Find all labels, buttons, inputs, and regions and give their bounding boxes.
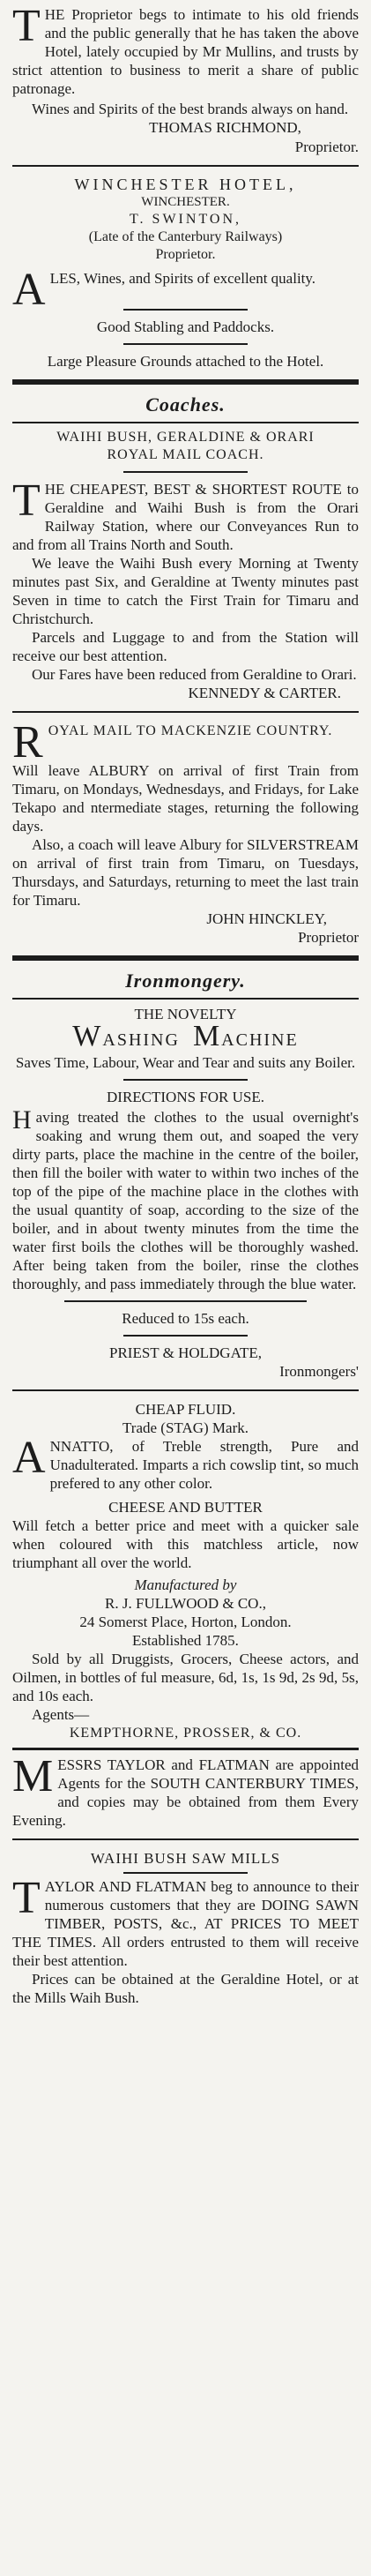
cheese-body: Will fetch a better price and meet with a quicker sale when coloured with this matchless article, now triumphant all over the world. <box>12 1517 359 1571</box>
machine-title <box>12 1020 359 1053</box>
drop-cap: T <box>12 1 41 51</box>
section-rule <box>12 379 359 385</box>
machine-letter: W <box>72 1020 103 1052</box>
hotel-owner: T. SWINTON, <box>129 212 242 227</box>
directions-heading: DIRECTIONS FOR USE. <box>107 1089 264 1105</box>
established-line: Established 1785. <box>132 1632 239 1649</box>
divider <box>12 998 359 1000</box>
taylor-agents-ad <box>0 1751 371 1830</box>
signer-name: JOHN HINCKLEY, <box>206 910 327 927</box>
divider <box>12 711 359 713</box>
hotel-place: WINCHESTER. <box>141 195 230 209</box>
coach-subtitle: ROYAL MAIL COACH. <box>107 447 264 462</box>
divider <box>123 1079 248 1081</box>
signer-name: THOMAS RICHMOND, <box>149 119 301 136</box>
drop-cap: T <box>12 476 41 526</box>
section-rule <box>12 955 359 961</box>
signer-title: Ironmongers' <box>279 1363 359 1380</box>
divider <box>12 1838 359 1840</box>
price-line: Reduced to 15s each. <box>122 1310 249 1327</box>
divider <box>12 422 359 423</box>
mail-para: Also, a coach will leave Albury for SILVERSTREAM on arrival of first train from Timaru, on Tuesdays, Thursdays, and Saturdays, returning to meet the last train for Timaru. <box>12 836 359 909</box>
divider <box>123 1872 248 1874</box>
divider <box>123 1335 248 1337</box>
divider <box>64 1300 307 1302</box>
divider <box>123 309 248 311</box>
section-heading: Coaches. <box>145 393 226 416</box>
signer-name: PRIEST & HOLDGATE, <box>109 1344 262 1361</box>
coach-para: We leave the Waihi Bush every Morning at Twenty minutes past Six, and Geraldine at Twenty minutes past Seven in time to catch the First Train for Timaru and Christchurch. <box>12 555 359 627</box>
coaches-section <box>0 390 371 702</box>
drop-cap: T <box>12 1873 41 1923</box>
fluid-title: CHEAP FLUID. <box>135 1401 236 1418</box>
hotel-notice-ad <box>0 0 371 156</box>
coach-para: HE CHEAPEST, BEST & SHORTEST ROUTE to Geraldine and Waihi Bush is from the Orari Railway Station, where our Conveyances Run to and from all Trains North and South. <box>12 481 359 553</box>
drop-cap: R <box>12 717 44 768</box>
coach-para: Our Fares have been reduced from Geraldine to Orari. <box>32 666 357 683</box>
maker-address: 24 Somerst Place, Horton, London. <box>79 1614 292 1630</box>
section-heading: Ironmongery. <box>125 970 246 992</box>
hotel-name: WINCHESTER HOTEL, <box>74 176 297 193</box>
directions-body: aving treated the clothes to the usual overnight's soaking and wrung them out, and soaped the very dirty parts, place the machine in the centre of the boiler, then fill the boiler with water to within two inches of the top of the pipe of the machine place in the clothes with the usual quantity of soap, according to the size of the boiler, and in about twenty minutes from the time the water first boils the clothes will be thoroughly washed. After being taken from the boiler, rinse the clothes thoroughly, and pass immediately through the blue water. <box>12 1109 359 1292</box>
prices-line: Prices can be obtained at the Geraldine Hotel, or at the Mills Waih Bush. <box>12 1971 359 2006</box>
coach-para: Parcels and Luggage to and from the Station will receive our best attention. <box>12 629 359 664</box>
sawmills-title: WAIHI BUSH SAW MILLS <box>90 1850 281 1867</box>
signer-title: Proprietor. <box>294 139 359 155</box>
fluid-body: NNATTO, of Treble strength, Pure and Unadulterated. Imparts a rich cowslip tint, so much prefered to any other color. <box>49 1438 359 1492</box>
machine-word: ACHINE <box>221 1030 299 1050</box>
royal-mail-ad <box>0 717 371 947</box>
owner-previous: (Late of the Canterbury Railways) <box>88 229 283 244</box>
notice-body: HE Proprietor begs to intimate to his old friends and the public generally that he has taken the above Hotel, lately occupied by Mr Mullins, and trusts by strict attention to business to merit a share of public patronage. <box>12 6 359 97</box>
divider <box>12 1389 359 1391</box>
owner-title: Proprietor. <box>155 247 216 262</box>
maker-name: R. J. FULLWOOD & CO., <box>105 1595 266 1612</box>
drop-cap: M <box>12 1751 54 1801</box>
agents-names: KEMPTHORNE, PROSSER, & CO. <box>69 1726 302 1741</box>
cheap-fluid-ad <box>0 1400 371 1742</box>
manufactured-line: Manufactured by <box>134 1576 237 1593</box>
agents-label: Agents— <box>32 1706 90 1723</box>
novelty-line: THE NOVELTY <box>134 1006 237 1022</box>
signer-title: Proprietor <box>298 929 359 946</box>
signer-name: KENNEDY & CARTER. <box>188 685 341 701</box>
sold-line: Sold by all Druggists, Grocers, Cheese actors, and Oilmen, in bottles of ful measure, 6d, 1s, 1s 9d, 2s 9d, 5s, and 10s each. <box>12 1651 359 1704</box>
stabling-line: Good Stabling and Paddocks. <box>96 318 275 335</box>
section-rule <box>12 1748 359 1750</box>
coach-title: WAIHI BUSH, GERALDINE & ORARI <box>56 430 315 445</box>
trade-mark: Trade (STAG) Mark. <box>122 1419 249 1436</box>
divider <box>123 471 248 473</box>
cheese-heading: CHEESE AND BUTTER <box>108 1499 263 1516</box>
machine-letter: M <box>192 1020 222 1052</box>
drop-cap: A <box>12 1433 46 1483</box>
mail-title: OYAL MAIL TO MACKENZIE COUNTRY. <box>48 723 333 738</box>
ales-line: LES, Wines, and Spirits of excellent quality. <box>49 270 316 287</box>
divider <box>12 165 359 167</box>
mail-para: Will leave ALBURY on arrival of first Train from Timaru, on Mondays, Wednesdays, and Fridays, for Lake Tekapo and ntermediate stages, returning the following days. <box>12 762 359 835</box>
sawmills-body: AYLOR AND FLATMAN beg to announce to their numerous customers that they are DOING SAWN TIMBER, POSTS, &c., AT PRICES TO MEET THE TIMES. All orders entrusted to them will receive their best attention. <box>12 1878 359 1969</box>
drop-cap: A <box>12 265 46 315</box>
divider <box>123 343 248 345</box>
winchester-hotel-ad <box>0 176 371 371</box>
grounds-line: Large Pleasure Grounds attached to the Hotel. <box>47 353 324 370</box>
machine-word: ASHING <box>102 1030 180 1050</box>
wines-line: Wines and Spirits of the best brands always on hand. <box>32 101 349 117</box>
ironmongery-section <box>0 966 371 1381</box>
drop-cap: H <box>12 1105 32 1134</box>
machine-tagline: Saves Time, Labour, Wear and Tear and suits any Boiler. <box>15 1054 356 1071</box>
sawmills-ad <box>0 1849 371 2007</box>
agents-body: ESSRS TAYLOR and FLATMAN are appointed Agents for the SOUTH CANTERBURY TIMES, and copies may be obtained from them Every Evening. <box>12 1756 359 1829</box>
